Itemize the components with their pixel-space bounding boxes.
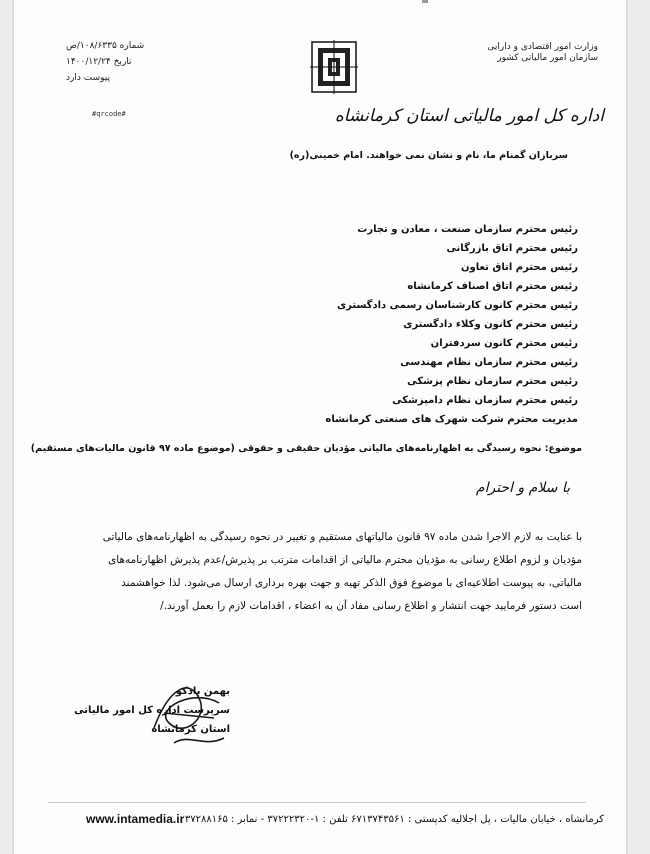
footer-divider	[48, 802, 586, 803]
letter-body	[82, 526, 582, 618]
salutation: با سلام و احترام	[475, 480, 570, 496]
body-line: با عنایت به لازم الاجرا شدن ماده ۹۷ قانون مالیاتهای مستقیم و تغییر در نحوه رسیدگی به اظهارنامه‌های مالیاتی	[102, 531, 582, 543]
letter-attachment-row	[66, 70, 156, 86]
recipient-item: رئیس محترم اتاق بازرگانی	[446, 243, 578, 254]
body-line: است دستور فرمایید جهت انتشار و اطلاع رسانی مفاد آن به اعضاء ، اقدامات لازم را بعمل آورند./	[160, 600, 582, 612]
letter-attachment-label: پیوست	[83, 73, 110, 83]
letter-number-value: ۱۰۸/۶۳۳۵/ص	[66, 41, 117, 51]
signatory-name: بهمن بادکو	[175, 686, 230, 697]
letter-date-value: ۱۴۰۰/۱۲/۲۴	[66, 57, 111, 67]
letter-number-row	[66, 38, 156, 54]
tax-organization-emblem	[308, 40, 360, 94]
letter-date-label: تاریخ	[113, 57, 132, 67]
recipient-item: مدیریت محترم شرکت شهرک های صنعتی کرمانشاه	[325, 414, 578, 425]
letter-date-row	[66, 54, 156, 70]
footer-address: کرمانشاه ، خیابان مالیات ، پل اجلالیه کدپستی : ۶۷۱۳۷۴۳۵۶۱ تلفن : ۱-۳۷۲۲۲۳۲۰ - نمابر : ۳۷۲۸۸۱۶۵	[184, 814, 604, 825]
signatory-region: استان کرمانشاه	[151, 724, 230, 735]
recipient-item: رئیس محترم کانون وکلاء دادگستری	[403, 319, 578, 330]
qrcode-placeholder: #qrcode#	[92, 110, 126, 118]
signature-block	[74, 682, 230, 739]
recipient-list	[248, 220, 578, 429]
ministry-line: وزارت امور اقتصادی و دارایی	[487, 42, 598, 52]
recipient-item: رئیس محترم سازمان نظام پزشکی	[407, 376, 578, 387]
signatory-title: سرپرست اداره کل امور مالیاتی	[74, 705, 230, 716]
scan-mark	[422, 0, 428, 3]
letter-page	[14, 0, 626, 854]
letter-number-label: شماره	[119, 41, 145, 51]
body-line: مالیاتی، به پیوست اطلاعیه‌ای با موضوع فوق الذکر تهیه و جهت بهره برداری ارسال می‌شود. لذا خواهشمند	[121, 577, 582, 589]
office-title: اداره کل امور مالیاتی استان کرمانشاه	[334, 106, 604, 126]
recipient-item: رئیس محترم کانون کارشناسان رسمی دادگستری	[337, 300, 578, 311]
letter-attachment-value: دارد	[66, 73, 81, 83]
recipient-item: رئیس محترم سازمان صنعت ، معادن و تجارت	[357, 224, 578, 235]
recipient-item: رئیس محترم سازمان نظام دامپزشکی	[392, 395, 578, 406]
recipient-item: رئیس محترم اتاق تعاون	[461, 262, 578, 273]
letter-subject: موضوع: نحوه رسیدگی به اظهارنامه‌های مالیاتی مؤدیان حقیقی و حقوقی (موضوع ماده ۹۷ قانون مالیات‌های مستقیم)	[30, 443, 582, 454]
website-link[interactable]: www.intamedia.ir	[86, 812, 185, 826]
recipient-item: رئیس محترم کانون سردفتران	[430, 338, 578, 349]
ministry-line: سازمان امور مالیاتی کشور	[497, 53, 598, 63]
letter-meta	[66, 38, 156, 86]
recipient-item: رئیس محترم اتاق اصناف کرمانشاه	[407, 281, 578, 292]
ministry-header	[478, 42, 598, 64]
motto: سربازان گمنام ما، نام و نشان نمی خواهند. امام خمینی(ره)	[289, 150, 568, 161]
body-line: مؤدیان و لزوم اطلاع رسانی به مؤدیان محترم مالیاتی از اقدامات مترتب بر پذیرش/عدم پذیرش اظهارنامه‌های	[108, 554, 582, 566]
recipient-item: رئیس محترم سازمان نظام مهندسی	[400, 357, 578, 368]
